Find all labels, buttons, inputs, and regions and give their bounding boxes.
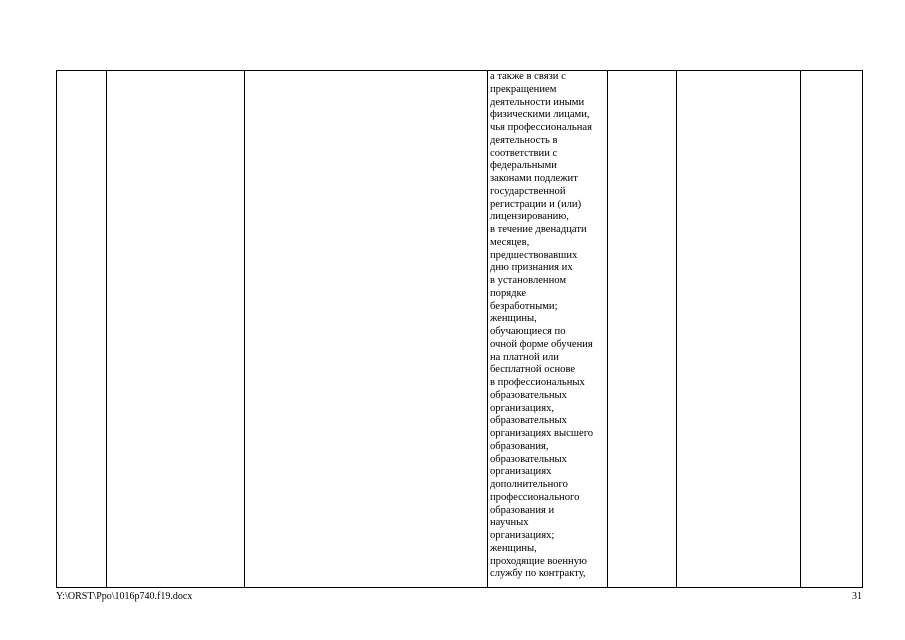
text-line: физическими лицами,: [490, 109, 590, 121]
text-line: обучающиеся по: [490, 326, 566, 337]
footer-file-path: Y:\ORST\Ppo\1016p740.f19.docx: [56, 591, 193, 602]
text-line: на платной или: [490, 351, 559, 363]
text-line: дополнительного: [490, 479, 568, 490]
document-table: [56, 70, 863, 588]
text-line: в течение двенадцати: [490, 224, 587, 235]
text-line: федеральными: [490, 160, 557, 172]
text-line: деятельность в: [490, 134, 558, 146]
text-line: очной форме обучения: [490, 338, 593, 350]
text-line: а также в связи с: [490, 71, 566, 82]
table-cell-col4: [488, 71, 608, 588]
text-line: образования и: [490, 504, 555, 516]
text-line: проходящие военную: [490, 555, 587, 567]
text-line: соответствии с: [490, 147, 558, 159]
text-line: деятельности иными: [490, 96, 585, 108]
text-line: в установленном: [490, 275, 567, 286]
text-line: организациях;: [490, 530, 555, 541]
text-line: безработными;: [490, 300, 558, 312]
text-line: образовательных: [490, 415, 567, 427]
text-line: дню признания их: [490, 262, 573, 274]
table-cell-col6: [677, 71, 801, 588]
text-line: организациях,: [490, 402, 555, 414]
text-line: женщины,: [490, 313, 537, 325]
text-line: лицензированию,: [490, 211, 569, 223]
table-row: [57, 71, 863, 588]
text-line: образовательных: [490, 453, 567, 465]
cell-text-block: [488, 71, 607, 581]
text-line: службу по контракту,: [490, 568, 586, 580]
text-line: порядке: [490, 287, 527, 299]
table-cell-col7: [801, 71, 863, 588]
text-line: образования,: [490, 440, 549, 452]
text-line: образовательных: [490, 389, 567, 401]
text-line: месяцев,: [490, 236, 530, 248]
text-line: законами подлежит: [490, 173, 578, 184]
text-line: регистрации и (или): [490, 198, 582, 210]
text-line: женщины,: [490, 542, 537, 554]
text-line: прекращением: [490, 83, 557, 95]
text-line: в профессиональных: [490, 377, 585, 388]
footer-page-number: 31: [852, 591, 862, 602]
text-line: организациях высшего: [490, 428, 594, 439]
table-cell-col5: [608, 71, 677, 588]
text-line: бесплатной основе: [490, 364, 576, 376]
text-line: государственной: [490, 185, 566, 197]
text-line: научных: [490, 517, 529, 529]
table-cell-col3: [245, 71, 488, 588]
text-line: организациях: [490, 466, 552, 478]
text-line: профессионального: [490, 491, 580, 503]
text-line: чья профессиональная: [490, 122, 592, 133]
table-cell-col1: [57, 71, 107, 588]
table-cell-col2: [107, 71, 245, 588]
text-line: предшествовавших: [490, 249, 578, 261]
